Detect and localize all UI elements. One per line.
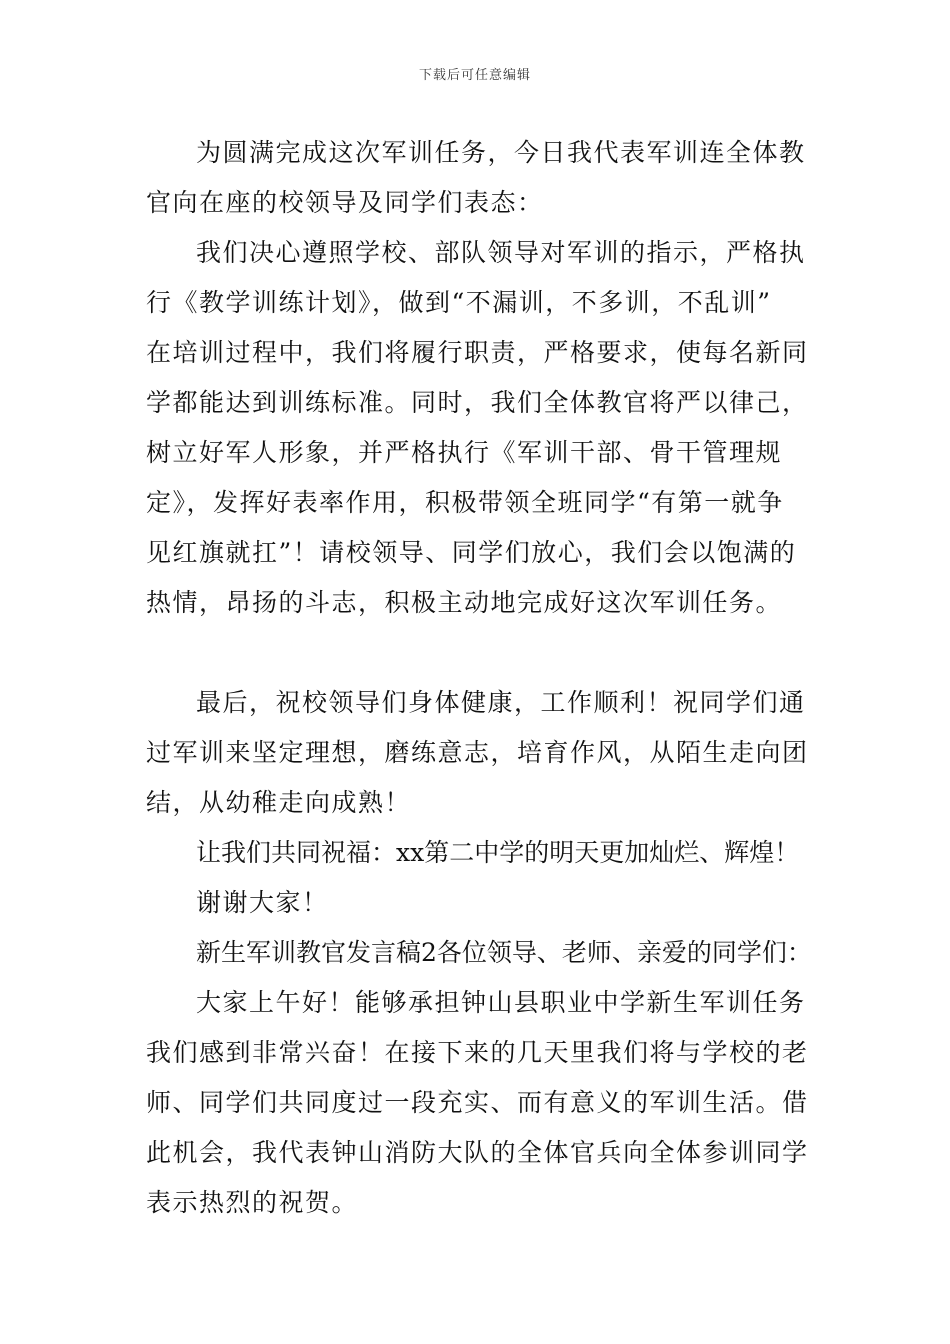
text-line: 大家上午好！能够承担钟山县职业中学新生军训任务 bbox=[196, 988, 806, 1017]
text-line: 行《教学训练计划》，做到“不漏训，不多训，不乱训” bbox=[146, 288, 772, 317]
text-line: 见红旗就扛”！请校领导、同学们放心，我们会以饱满的 bbox=[146, 538, 797, 567]
text-line: 我们感到非常兴奋！在接下来的几天里我们将与学校的老 bbox=[146, 1038, 809, 1067]
page-header: 下载后可任意编辑 bbox=[418, 68, 531, 83]
text-line: 表示热烈的祝贺。 bbox=[146, 1188, 359, 1217]
text-line: 学都能达到训练标准。同时，我们全体教官将严以律己， bbox=[146, 388, 809, 417]
text-line: 树立好军人形象，并严格执行《军训干部、骨干管理规 bbox=[146, 438, 783, 467]
text-line: 为圆满完成这次军训任务，今日我代表军训连全体教 bbox=[196, 138, 806, 167]
text-line: 热情，昂扬的斗志，积极主动地完成好这次军训任务。 bbox=[146, 588, 783, 617]
text-line: 新生军训教官发言稿2各位领导、老师、亲爱的同学们： bbox=[196, 938, 812, 967]
document-body bbox=[146, 128, 826, 1228]
text-line: 最后，祝校领导们身体健康，工作顺利！祝同学们通 bbox=[196, 688, 806, 717]
text-line: 过军训来坚定理想，磨练意志，培育作风，从陌生走向团 bbox=[146, 738, 809, 767]
text-line: 在培训过程中，我们将履行职责，严格要求，使每名新同 bbox=[146, 338, 809, 367]
text-line: 谢谢大家！ bbox=[196, 888, 329, 917]
text-line: 官向在座的校领导及同学们表态： bbox=[146, 188, 544, 217]
text-line: 此机会，我代表钟山消防大队的全体官兵向全体参训同学 bbox=[146, 1138, 809, 1167]
text-line: 我们决心遵照学校、部队领导对军训的指示，严格执 bbox=[196, 238, 806, 267]
text-line: 师、同学们共同度过一段充实、而有意义的军训生活。借 bbox=[146, 1088, 809, 1117]
text-line: 定》，发挥好表率作用，积极带领全班同学“有第一就争 bbox=[146, 488, 784, 517]
text-line: 让我们共同祝福：xx第二中学的明天更加灿烂、辉煌！ bbox=[196, 838, 800, 867]
paragraph-gap bbox=[146, 628, 826, 678]
text-line: 结，从幼稚走向成熟！ bbox=[146, 788, 412, 817]
